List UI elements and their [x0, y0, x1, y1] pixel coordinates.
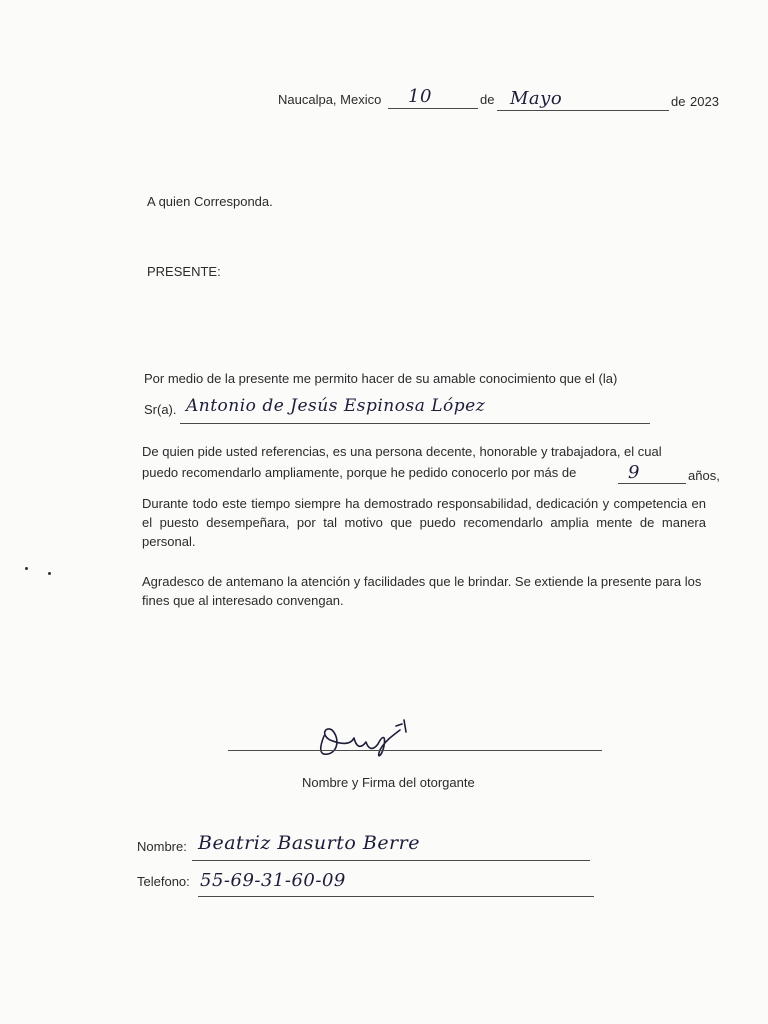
paragraph1-line1: De quien pide usted referencias, es una persona decente, honorable y trabajadora, el cual: [142, 444, 662, 459]
subject-label: Sr(a).: [144, 402, 177, 417]
date-day: 10: [408, 86, 432, 107]
date-de-2: de: [671, 94, 686, 109]
intro-text: Por medio de la presente me permito hacer de su amable conocimiento que el (la): [144, 371, 618, 386]
scan-dot: [25, 567, 28, 570]
paragraph1-line2-text: puedo recomendarlo ampliamente, porque he pedido conocerlo por más de: [142, 465, 577, 480]
contact-phone-value: 55-69-31-60-09: [200, 870, 346, 891]
contact-name-label: Nombre:: [137, 839, 187, 854]
contact-phone-underline: [198, 896, 594, 897]
paragraph-thanks: Agradesco de antemano la atención y facilidades que le brindar. Se extiende la presente para los fines que al interesado convengan.: [142, 574, 702, 608]
signature-caption: Nombre y Firma del otorgante: [302, 775, 475, 790]
years-underline: [618, 483, 686, 484]
greeting: A quien Corresponda.: [147, 194, 273, 209]
date-year: 2023: [690, 94, 719, 109]
signature-underline: [228, 750, 602, 751]
contact-phone-label: Telefono:: [137, 874, 190, 889]
date-de-1: de: [480, 92, 495, 107]
paragraph-responsibility: Durante todo este tiempo siempre ha demostrado responsabilidad, dedicación y competencia en el puesto desempeñara, por tal motivo que puedo recomendarlo amplia mente de manera personal.: [142, 496, 706, 549]
contact-name-underline: [192, 860, 590, 861]
paragraph1-line2: [142, 465, 576, 480]
scan-dot: [48, 572, 51, 575]
presente-heading: PRESENTE:: [147, 264, 221, 279]
subject-name: Antonio de Jesús Espinosa López: [186, 396, 486, 416]
day-underline: [388, 108, 478, 109]
date-month: Mayo: [510, 88, 563, 109]
subject-underline: [180, 423, 650, 424]
place-text: Naucalpa, Mexico: [278, 92, 382, 107]
contact-name-value: Beatriz Basurto Berre: [198, 832, 420, 854]
years-label: años,: [688, 468, 720, 483]
month-underline: [497, 110, 669, 111]
signature-scribble: [310, 716, 420, 762]
years-value: 9: [628, 462, 640, 483]
